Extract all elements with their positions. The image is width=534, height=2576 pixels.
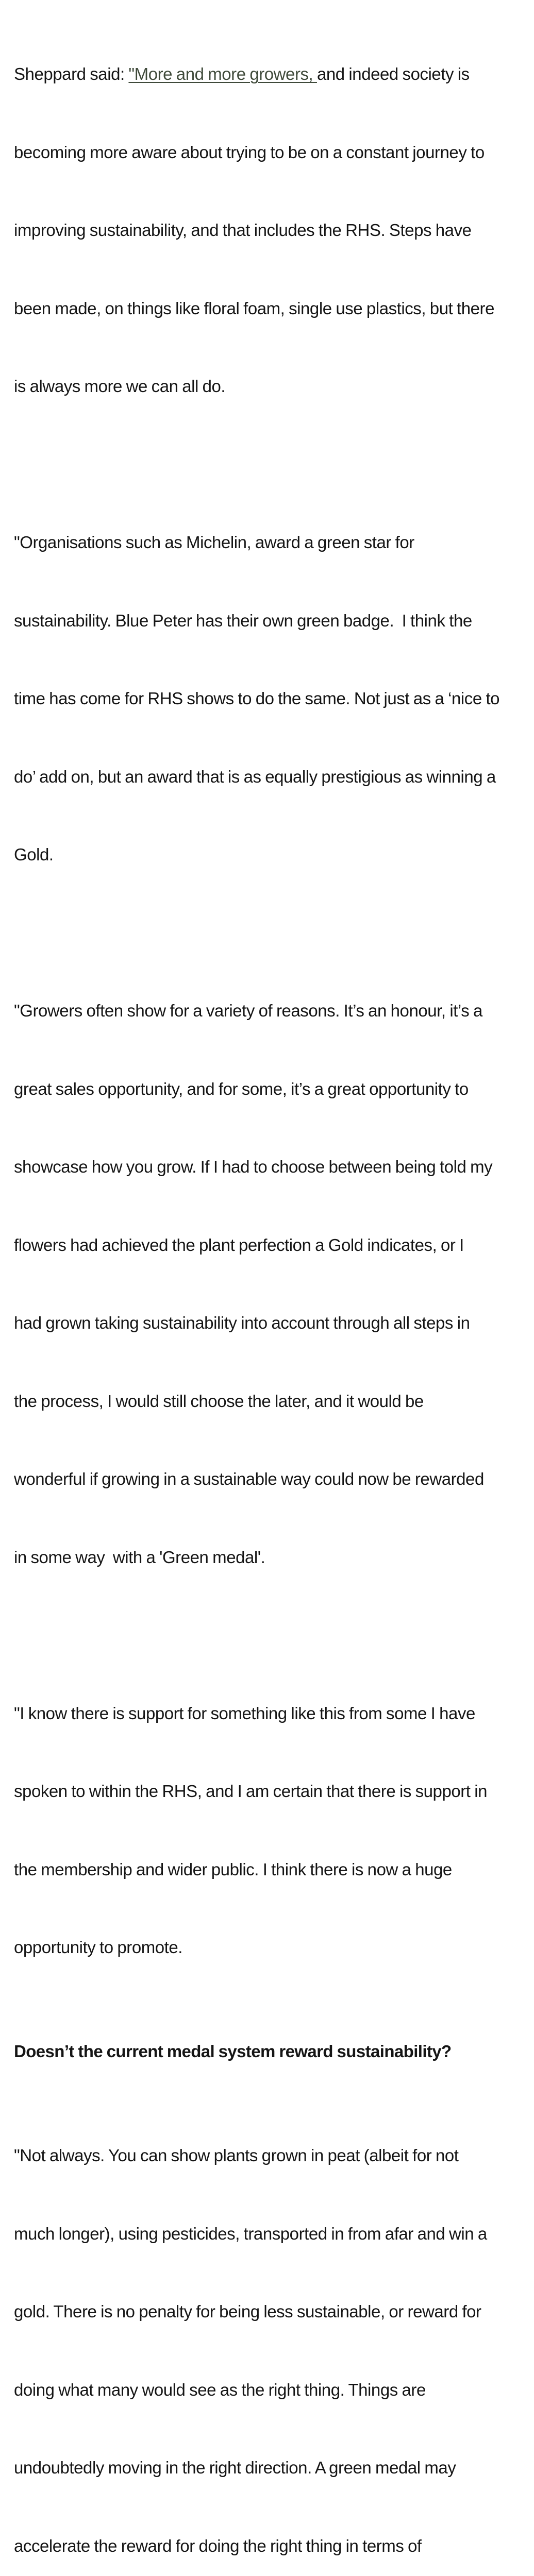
paragraph-line: becoming more aware about trying to be on a constant journey to (14, 142, 485, 162)
paragraph-3 (14, 946, 519, 1622)
more-and-more-growers-link[interactable]: "More and more growers, (128, 64, 317, 83)
paragraph-line: flowers had achieved the plant perfection a Gold indicates, or I (14, 1235, 464, 1255)
paragraph-line: gold. There is no penalty for being less sustainable, or reward for (14, 2302, 481, 2321)
paragraph-line: doing what many would see as the right thing. Things are (14, 2380, 426, 2399)
paragraph-line: the process, I would still choose the later, and it would be (14, 1391, 424, 1411)
paragraph-5 (14, 2091, 519, 2576)
paragraph-line: much longer), using pesticides, transported in from afar and win a (14, 2224, 487, 2243)
paragraph-line: been made, on things like floral foam, single use plastics, but there (14, 298, 494, 318)
paragraph-line: accelerate the reward for doing the right thing in terms of (14, 2536, 422, 2555)
paragraph-line: wonderful if growing in a sustainable way could now be rewarded (14, 1469, 484, 1488)
paragraph-1-line-1 (14, 61, 519, 88)
section-heading: Doesn’t the current medal system reward sustainability? (14, 2042, 452, 2061)
paragraph-line: the membership and wider public. I think there is now a huge (14, 1859, 452, 1879)
paragraph-line: opportunity to promote. (14, 1938, 183, 1957)
paragraph-line: do’ add on, but an award that is as equally prestigious as winning a (14, 767, 496, 786)
paragraph-1 (14, 9, 519, 452)
paragraph-line: "Not always. You can show plants grown in peat (albeit for not (14, 2146, 459, 2165)
paragraph-line: "Organisations such as Michelin, award a green star for (14, 533, 414, 552)
paragraph-line: Gold. (14, 845, 54, 864)
paragraph-line: undoubtedly moving in the right direction. A green medal may (14, 2458, 456, 2477)
paragraph-line: sustainability. Blue Peter has their own green badge. I think the (14, 611, 472, 630)
paragraph-line: in some way with a 'Green medal'. (14, 1547, 265, 1567)
paragraph-line: "Growers often show for a variety of reasons. It’s an honour, it’s a (14, 1001, 482, 1020)
article-body (14, 9, 519, 2576)
lead-text-rest: and indeed society is (316, 64, 470, 83)
paragraph-line: spoken to within the RHS, and I am certain that there is support in (14, 1782, 488, 1801)
paragraph-2 (14, 478, 519, 920)
paragraph-line: is always more we can all do. (14, 377, 226, 396)
paragraph-4 (14, 1649, 519, 2013)
paragraph-line: "I know there is support for something like this from some I have (14, 1703, 475, 1723)
paragraph-line: improving sustainability, and that includes the RHS. Steps have (14, 221, 472, 240)
paragraph-line: time has come for RHS shows to do the same. Not just as a ‘nice to (14, 689, 500, 708)
paragraph-line: had grown taking sustainability into account through all steps in (14, 1313, 470, 1332)
lead-text: Sheppard said: (14, 64, 129, 83)
paragraph-line: great sales opportunity, and for some, it’s a great opportunity to (14, 1079, 469, 1098)
paragraph-line: showcase how you grow. If I had to choose between being told my (14, 1157, 493, 1176)
